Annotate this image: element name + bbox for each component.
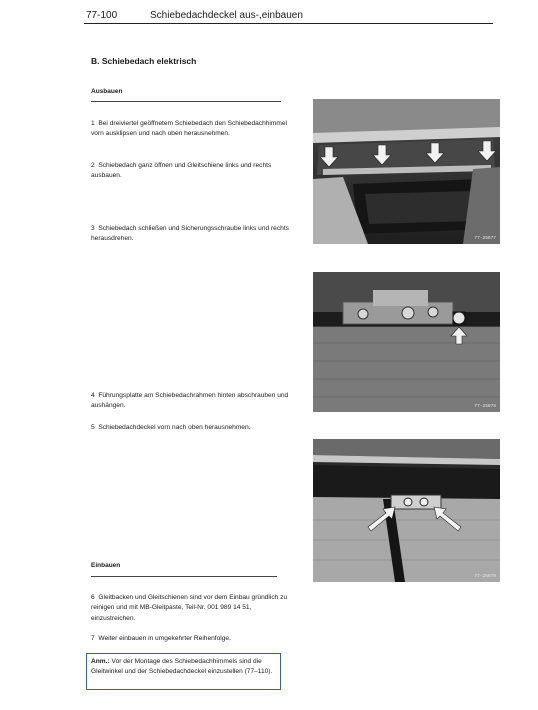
step-text: Schiebedachdeckel vorn nach oben herausnehmen.: [98, 424, 251, 431]
note-text: Vor der Montage des Schiebedachhimmels sind die Gleitwinkel und der Schiebedachdeckel einzustellen (77–110).: [91, 658, 273, 675]
einbauen-heading: Einbauen: [91, 562, 121, 569]
step-5: [91, 423, 301, 433]
step-text: Schiebedach ganz öffnen und Gleitschiene links und rechts ausbauen.: [91, 162, 272, 180]
photo-caption: 77-25079: [474, 574, 496, 579]
step-text: Schiebedach schließen und Sicherungsschraube links und rechts herausdrehen.: [91, 225, 289, 243]
photo-cover-front-illustration: [313, 439, 500, 582]
photo-guide-plate: [313, 272, 500, 412]
step-number: 4: [91, 392, 95, 399]
step-number: 1: [91, 120, 95, 127]
photo-caption: 77-25077: [474, 236, 496, 241]
section-title: B. Schiebedach elektrisch: [91, 56, 197, 66]
step-3: [91, 224, 296, 245]
step-text: Gleitbacken und Gleitschienen sind vor dem Einbau gründlich zu reinigen und mit MB-Gleitpaste, Teil-Nr. 001 989 14 51, einzustreichen.: [91, 594, 288, 622]
step-1: [91, 119, 296, 140]
step-6: [91, 593, 296, 624]
header-rule: [84, 23, 493, 24]
step-number: 3: [91, 225, 95, 232]
page-number: 77-100: [86, 10, 118, 21]
step-text: Führungsplatte am Schiebedachrahmen hinten abschrauben und aushängen.: [91, 392, 289, 410]
einbauen-rule: [91, 576, 277, 577]
step-2: [91, 161, 296, 182]
step-number: 6: [91, 594, 95, 601]
photo-sunroof-rails: [313, 99, 500, 244]
step-number: 7: [91, 635, 95, 642]
page-header-title: Schiebedachdeckel aus-,einbauen: [150, 10, 303, 21]
photo-caption: 77-25078: [474, 404, 496, 409]
ausbauen-rule: [91, 101, 281, 102]
photo-cover-front: [313, 439, 500, 582]
step-number: 2: [91, 162, 95, 169]
step-4: [91, 391, 296, 412]
ausbauen-heading: Ausbauen: [91, 88, 123, 95]
step-text: Bei dreiviertel geöffnetem Schiebedach den Schiebedachhimmel vorn ausklipsen und nach oben herausnehmen.: [91, 120, 287, 138]
step-text: Weiter einbauen in umgekehrter Reihenfolge.: [98, 635, 231, 642]
note-label: Anm.:: [91, 658, 110, 665]
step-number: 5: [91, 424, 95, 431]
photo-guide-plate-illustration: [313, 272, 500, 412]
step-7: [91, 634, 296, 644]
photo-sunroof-rails-illustration: [313, 99, 500, 244]
note-box: [86, 653, 281, 690]
